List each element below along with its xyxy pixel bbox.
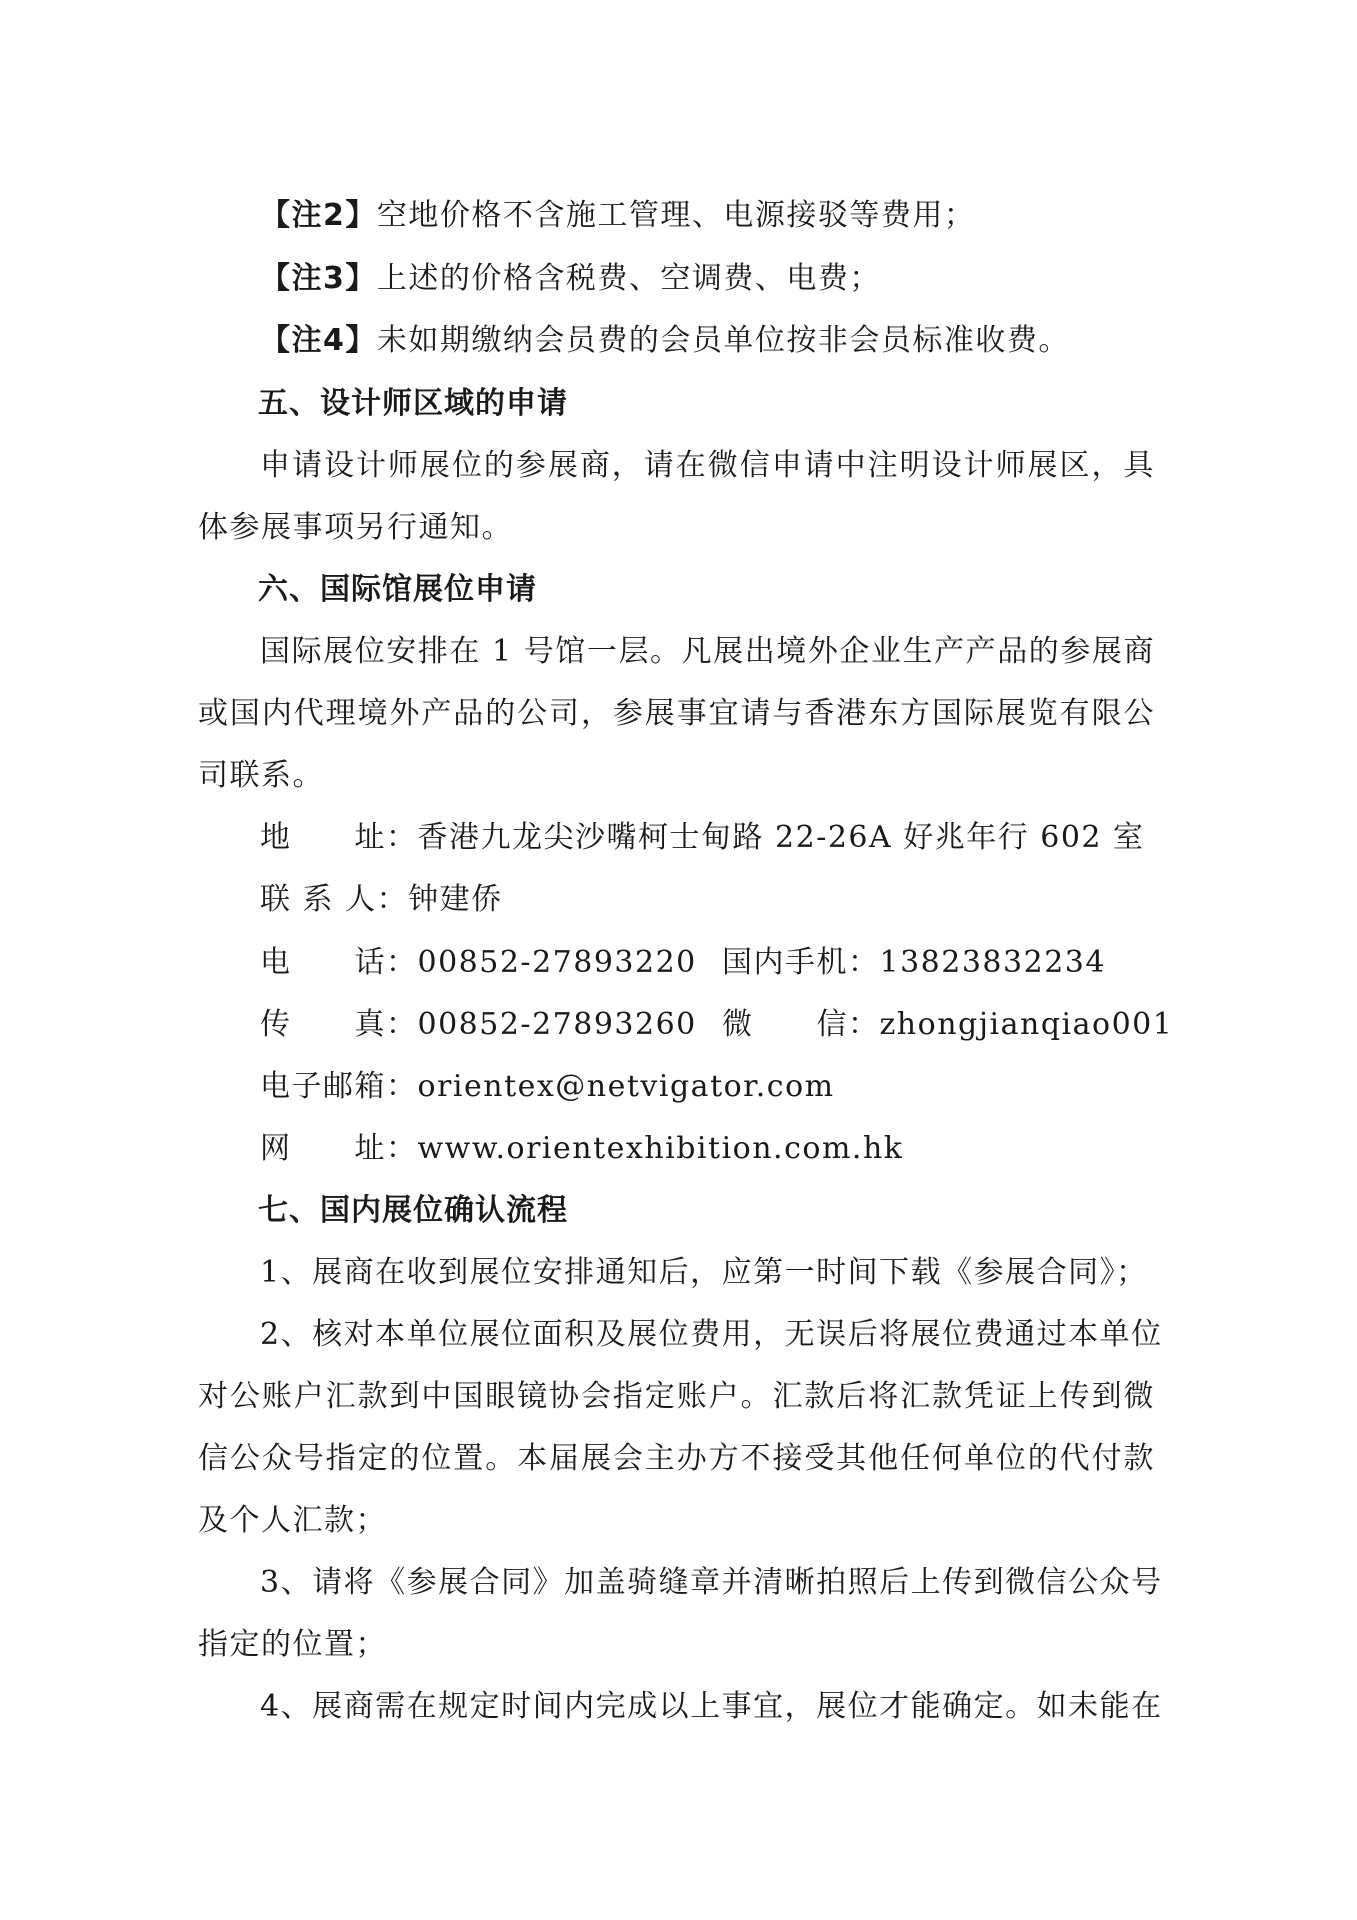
section-7-line: 信公众号指定的位置。本届展会主办方不接受其他任何单位的代付款 [198,1441,1155,1476]
contact-label: 网 址： [260,1131,418,1166]
contact-label: 国内手机： [722,945,880,980]
contact-value: zhongjianqiao001 [879,1007,1174,1042]
contact-phone [260,943,697,983]
section-5-line: 申请设计师展位的参展商，请在微信申请中注明设计师展区，具 [260,448,1155,483]
contact-label: 地 址： [260,820,418,855]
contact-fax [260,1005,697,1045]
note-tag: 【注4】 [260,323,377,358]
contact-website [260,1129,903,1169]
section-6-line: 国际展位安排在 1 号馆一层。凡展出境外企业生产产品的参展商 [260,634,1155,669]
contact-label: 传 真： [260,1007,418,1042]
contact-wechat [722,1005,1173,1045]
contact-label: 微 信： [722,1007,880,1042]
section-6-heading: 六、国际馆展位申请 [258,572,537,607]
section-7-line: 3、请将《参展合同》加盖骑缝章并清晰拍照后上传到微信公众号 [260,1565,1163,1600]
note-4 [260,321,1070,361]
note-text: 空地价格不含施工管理、电源接驳等费用； [376,198,976,233]
note-3 [260,259,881,299]
contact-value: 13823832234 [879,945,1106,980]
section-7-line: 2、核对本单位展位面积及展位费用，无误后将展位费通过本单位 [260,1317,1163,1352]
note-2 [260,196,975,236]
contact-email [260,1067,835,1107]
contact-value: 钟建侨 [408,882,503,917]
contact-label: 电子邮箱： [260,1069,418,1104]
contact-address [260,818,1145,858]
section-7-line: 对公账户汇款到中国眼镜协会指定账户。汇款后将汇款凭证上传到微 [198,1379,1155,1414]
contact-value: 00852-27893220 [417,945,697,980]
section-7-heading: 七、国内展位确认流程 [258,1193,568,1228]
section-7-line: 4、展商需在规定时间内完成以上事宜，展位才能确定。如未能在 [260,1689,1163,1724]
note-text: 上述的价格含税费、空调费、电费； [376,261,881,296]
contact-person [260,880,503,920]
contact-label: 联 系 人： [260,882,409,917]
contact-mobile [722,943,1106,983]
contact-value: www.orientexhibition.com.hk [417,1131,904,1166]
note-tag: 【注2】 [260,198,377,233]
note-text: 未如期缴纳会员费的会员单位按非会员标准收费。 [376,323,1070,358]
section-5-line: 体参展事项另行通知。 [198,510,513,545]
contact-value: 香港九龙尖沙嘴柯士甸路 22-26A 好兆年行 602 室 [417,820,1145,855]
section-7-line: 指定的位置； [198,1627,387,1662]
contact-value: 00852-27893260 [417,1007,697,1042]
section-5-heading: 五、设计师区域的申请 [258,386,568,421]
contact-value: orientex@netvigator.com [417,1069,835,1104]
section-6-line: 或国内代理境外产品的公司，参展事宜请与香港东方国际展览有限公 [198,696,1155,731]
contact-label: 电 话： [260,945,418,980]
section-6-line: 司联系。 [198,758,324,793]
section-7-line: 1、展商在收到展位安排通知后，应第一时间下载《参展合同》； [260,1255,1148,1290]
note-tag: 【注3】 [260,261,377,296]
section-7-line: 及个人汇款； [198,1503,387,1538]
